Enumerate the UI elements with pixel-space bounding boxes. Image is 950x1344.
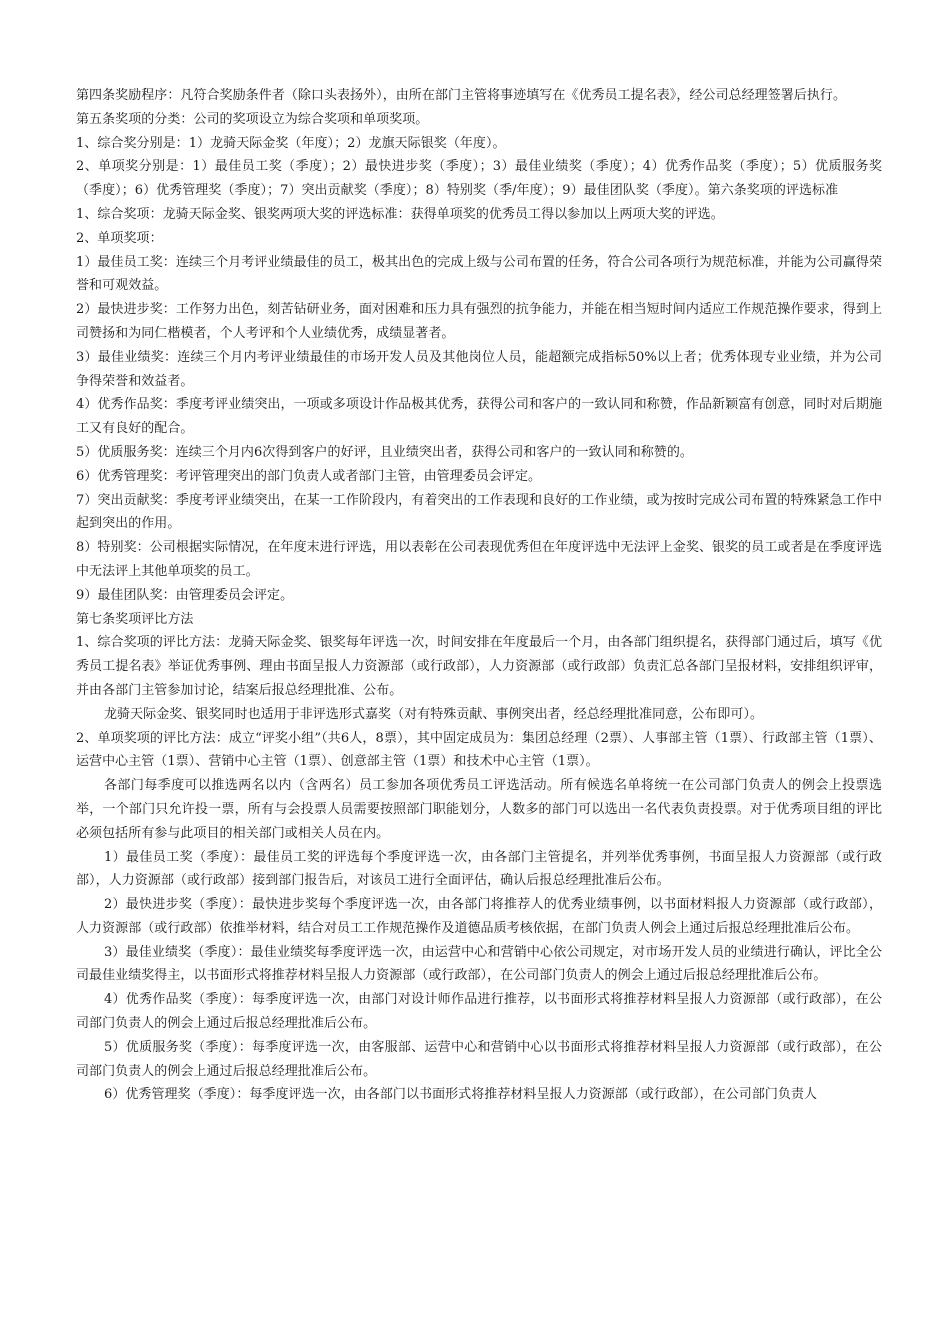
paragraph-award-categories: 第五条奖项的分类：公司的奖项设立为综合奖项和单项奖项。 [76, 111, 429, 127]
paragraph-department-nomination: 各部门每季度可以推选两名以内（含两名）员工参加各项优秀员工评选活动。所有候选名单将统一在公司部门负责人的例会上投票选举，一个部门只允许投一票，所有与会投票人员需要按照部门职能划分，人数多的部门可以选出一名代表负责投票。对于优秀项目组的评比必须包括所有参与此项目的相关部门或相关人员在内。 [76, 778, 882, 841]
paragraph-excellent-work-criteria: 4）优秀作品奖：季度考评业绩突出，一项或多项设计作品极其优秀，获得公司和客户的一致认同和称赞，作品新颖富有创意，同时对后期施工又有良好的配合。 [76, 397, 882, 437]
paragraph-excellent-management-method: 6）优秀管理奖（季度）：每季度评选一次，由各部门以书面形式将推荐材料呈报人力资源部（或行政部），在公司部门负责人 [104, 1087, 818, 1103]
paragraph-excellent-management-criteria: 6）优秀管理奖：考评管理突出的部门负责人或者部门主管，由管理委员会评定。 [76, 468, 542, 484]
paragraph-best-performance-criteria: 3）最佳业绩奖：连续三个月内考评业绩最佳的市场开发人员及其他岗位人员，能超额完成指标50%以上者；优秀体现专业业绩，并为公司争得荣誉和效益者。 [76, 349, 882, 389]
paragraph-award-procedure: 第四条奖励程序：凡符合奖励条件者（除口头表扬外），由所在部门主管将事迹填写在《优秀员工提名表》，经公司总经理签署后执行。 [76, 88, 847, 103]
paragraph-best-performance-method: 3）最佳业绩奖（季度）：最佳业绩奖每季度评选一次，由运营中心和营销中心依公司规定，对市场开发人员的业绩进行确认，评比全公司最佳业绩奖得主，以书面形式将推荐材料呈报人力资源部（或行政部），在公司部门负责人的例会上通过后报总经理批准后公布。 [76, 944, 882, 984]
paragraph-individual-awards: 2、单项奖分别是：1）最佳员工奖（季度）；2）最快进步奖（季度）；3）最佳业绩奖（季度）；4）优秀作品奖（季度）；5）优质服务奖（季度）；6）优秀管理奖（季度）；7）突出贡献奖（季度）；8）特别奖（季/年度）；9）最佳团队奖（季度）。第六条奖项的评选标准 [76, 159, 882, 199]
paragraph-fastest-progress-criteria: 2）最快进步奖：工作努力出色，刻苦钻研业务，面对困难和压力具有强烈的抗争能力，并能在相当短时间内适应工作规范操作要求，得到上司赞扬和为同仁楷模者，个人考评和个人业绩优秀，成绩显著者。 [76, 302, 882, 341]
paragraph-non-selection-commendation: 龙骑天际金奖、银奖同时也适用于非评选形式嘉奖（对有特殊贡献、事例突出者，经总经理批准同意，公布即可）。 [104, 706, 764, 722]
paragraph-evaluation-methods-heading: 第七条奖项评比方法 [76, 611, 194, 627]
paragraph-outstanding-contribution-criteria: 7）突出贡献奖：季度考评业绩突出，在某一工作阶段内，有着突出的工作表现和良好的工作业绩，或为按时完成公司布置的特殊紧急工作中起到突出的作用。 [76, 492, 882, 532]
paragraph-comprehensive-method: 1、综合奖项的评比方法：龙骑天际金奖、银奖每年评选一次，时间安排在年度最后一个月，由各部门组织提名，获得部门通过后，填写《优秀员工提名表》举证优秀事例、理由书面呈报人力资源部（或行政部），人力资源部（或行政部）负责汇总各部门呈报材料，安排组织评审，并由各部门主管参加讨论，结案后报总经理批准、公布。 [76, 635, 882, 698]
paragraph-excellent-work-method: 4）优秀作品奖（季度）：每季度评选一次，由部门对设计师作品进行推荐，以书面形式将推荐材料呈报人力资源部（或行政部），在公司部门负责人的例会上通过后报总经理批准后公布。 [76, 992, 882, 1032]
paragraph-special-award-criteria: 8）特别奖：公司根据实际情况，在年度末进行评选，用以表彰在公司表现优秀但在年度评选中无法评上金奖、银奖的员工或者是在季度评选中无法评上其他单项奖的员工。 [76, 540, 882, 579]
paragraph-quality-service-criteria: 5）优质服务奖：连续三个月内6次得到客户的好评，且业绩突出者，获得公司和客户的一致认同和称赞的。 [76, 444, 693, 460]
paragraph-individual-method: 2、单项奖项的评比方法：成立“评奖小组”（共6人，8票），其中固定成员为：集团总经理（2票）、人事部主管（1票）、行政部主管（1票）、运营中心主管（1票）、营销中心主管（1票）、创意部主管（1票）和技术中心主管（1票）。 [76, 730, 882, 770]
paragraph-best-employee-method: 1）最佳员工奖（季度）：最佳员工奖的评选每个季度评选一次，由各部门主管提名，并列举优秀事例，书面呈报人力资源部（或行政部），人力资源部（或行政部）接到部门报告后，对该员工进行全面评估，确认后报总经理批准后公布。 [76, 849, 882, 889]
paragraph-individual-criteria-heading: 2、单项奖项： [76, 230, 163, 246]
paragraph-comprehensive-criteria: 1、综合奖项：龙骑天际金奖、银奖两项大奖的评选标准：获得单项奖的优秀员工得以参加以上两项大奖的评选。 [76, 206, 724, 222]
paragraph-comprehensive-awards: 1、综合奖分别是：1）龙骑天际金奖（年度）；2）龙旗天际银奖（年度）。 [76, 135, 506, 151]
paragraph-best-team-criteria: 9）最佳团队奖：由管理委员会评定。 [76, 587, 294, 603]
paragraph-quality-service-method: 5）优质服务奖（季度）：每季度评选一次，由客服部、运营中心和营销中心以书面形式将推荐材料呈报人力资源部（或行政部），在公司部门负责人的例会上通过后报总经理批准后公布。 [76, 1039, 882, 1079]
paragraph-fastest-progress-method: 2）最快进步奖（季度）：最快进步奖每个季度评选一次，由各部门将推荐人的优秀业绩事例，以书面材料报人力资源部（或行政部），人力资源部（或行政部）依推举材料，结合对员工工作规范操作及道德品质考核依据，在部门负责人例会上通过后报总经理批准后公布。 [76, 897, 882, 936]
paragraph-best-employee-criteria: 1）最佳员工奖：连续三个月考评业绩最佳的员工，极其出色的完成上级与公司布置的任务，符合公司各项行为规范标准，并能为公司赢得荣誉和可观效益。 [76, 254, 882, 294]
